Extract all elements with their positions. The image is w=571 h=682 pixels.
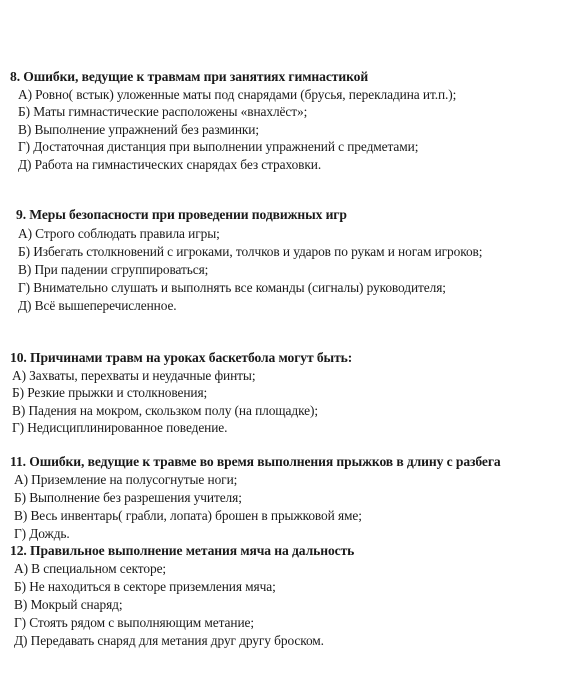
question-11-title: 11. Ошибки, ведущие к травме во время выполнения прыжков в длину с разбега	[10, 454, 501, 469]
question-10-option-a: А) Захваты, перехваты и неудачные финты;	[12, 368, 256, 383]
question-8-title: 8. Ошибки, ведущие к травмам при занятиях гимнастикой	[10, 69, 369, 84]
question-9-option-c: В) При падении сгруппироваться;	[18, 262, 209, 277]
question-10-option-d: Г) Недисциплинированное поведение.	[12, 420, 228, 435]
question-12-option-c: В) Мокрый снаряд;	[14, 597, 123, 612]
question-11-option-a: А) Приземление на полусогнутые ноги;	[14, 472, 238, 487]
question-10-title: 10. Причинами травм на уроках баскетбола могут быть:	[10, 350, 353, 365]
question-9-option-b: Б) Избегать столкновений с игроками, толчков и ударов по рукам и ногам игроков;	[18, 244, 483, 259]
question-12-title: 12. Правильное выполнение метания мяча на дальность	[10, 543, 355, 558]
question-10-option-b: Б) Резкие прыжки и столкновения;	[12, 385, 208, 400]
question-11-option-b: Б) Выполнение без разрешения учителя;	[14, 490, 242, 505]
question-11-option-d: Г) Дождь.	[14, 526, 70, 541]
question-9-option-d: Г) Внимательно слушать и выполнять все команды (сигналы) руководителя;	[18, 280, 446, 295]
question-9-option-a: А) Строго соблюдать правила игры;	[18, 226, 220, 241]
question-9-option-e: Д) Всё вышеперечисленное.	[18, 298, 177, 313]
question-8-option-e: Д) Работа на гимнастических снарядах без страховки.	[18, 157, 322, 172]
question-9-title: 9. Меры безопасности при проведении подвижных игр	[16, 207, 347, 222]
question-10-option-c: В) Падения на мокром, скользком полу (на площадке);	[12, 403, 318, 418]
question-8-option-b: Б) Маты гимнастические расположены «внахлёст»;	[18, 104, 308, 119]
question-8-option-d: Г) Достаточная дистанция при выполнении упражнений с предметами;	[18, 139, 419, 154]
question-8-option-c: В) Выполнение упражнений без разминки;	[18, 122, 259, 137]
question-12-option-e: Д) Передавать снаряд для метания друг другу броском.	[14, 633, 324, 648]
question-12-option-a: А) В специальном секторе;	[14, 561, 167, 576]
question-11-option-c: В) Весь инвентарь( грабли, лопата) брошен в прыжковой яме;	[14, 508, 362, 523]
question-12-option-d: Г) Стоять рядом с выполняющим метание;	[14, 615, 254, 630]
question-8-option-a: А) Ровно( встык) уложенные маты под снарядами (брусья, перекладина ит.п.);	[18, 87, 457, 102]
question-12-option-b: Б) Не находиться в секторе приземления мяча;	[14, 579, 276, 594]
